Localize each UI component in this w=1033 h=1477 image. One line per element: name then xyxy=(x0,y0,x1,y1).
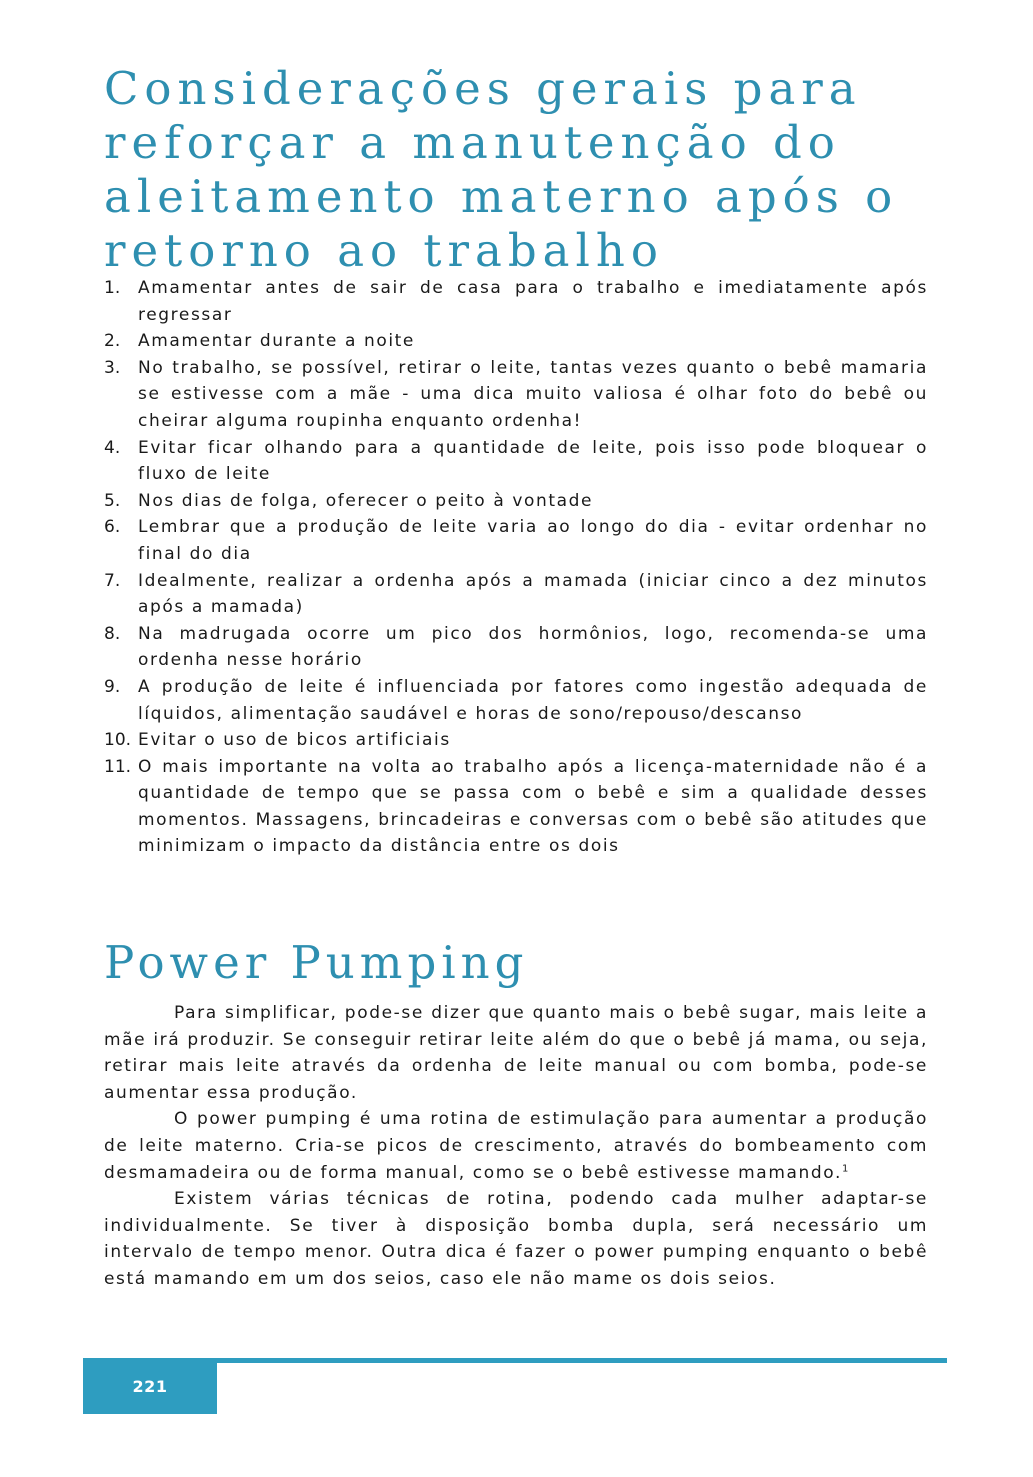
footnote-reference[interactable]: 1 xyxy=(841,1162,850,1174)
recommendations-list xyxy=(104,275,928,860)
list-number: 6. xyxy=(104,517,121,538)
power-pumping-body xyxy=(104,1000,928,1293)
list-item xyxy=(104,275,928,328)
list-item xyxy=(104,514,928,567)
list-text: Idealmente, realizar a ordenha após a mamada (iniciar cinco a dez minutos após a mamada) xyxy=(138,570,928,618)
paragraph xyxy=(104,1106,928,1186)
list-number: 1. xyxy=(104,278,121,298)
list-number: 9. xyxy=(104,676,121,697)
list-item xyxy=(104,435,928,488)
list-item xyxy=(104,355,928,435)
section-heading-power-pumping: Power Pumping xyxy=(104,936,529,989)
list-item xyxy=(104,727,928,754)
paragraph xyxy=(104,1000,928,1106)
list-item xyxy=(104,621,928,674)
list-number: 10. xyxy=(104,730,132,751)
list-number: 5. xyxy=(104,490,121,511)
list-item xyxy=(104,568,928,621)
list-text: Lembrar que a produção de leite varia ao longo do dia - evitar ordenhar no final do dia xyxy=(138,517,928,564)
list-number: 11. xyxy=(104,756,132,777)
paragraph-text: Para simplificar, pode-se dizer que quanto mais o bebê sugar, mais leite a mãe irá produzir. Se conseguir retirar leite além do que o bebê já mama, ou seja, retirar mais leite através da ordenha de leite manual ou com bomba, pode-se aumentar essa produção. xyxy=(104,1003,928,1103)
list-number: 4. xyxy=(104,437,121,458)
list-text: A produção de leite é influenciada por fatores como ingestão adequada de líquidos, alimentação saudável e horas de sono/repouso/descanso xyxy=(138,676,928,724)
list-text: O mais importante na volta ao trabalho após a licença-maternidade não é a quantidade de tempo que se passa com o bebê e sim a qualidade desses momentos. Massagens, brincadeiras e conversas com o bebê são atitudes que minimizam o impacto da distância entre os dois xyxy=(138,756,928,857)
list-item xyxy=(104,754,928,860)
paragraph-text: O power pumping é uma rotina de estimulação para aumentar a produção de leite materno. Cria-se picos de crescimento, através do bombeamento com desmamadeira ou de forma manual, como se o bebê estivesse mamando. xyxy=(104,1109,928,1183)
paragraph xyxy=(104,1186,928,1292)
list-text: No trabalho, se possível, retirar o leite, tantas vezes quanto o bebê mamaria se estivesse com a mãe - uma dica muito valiosa é olhar foto do bebê ou cheirar alguma roupinha enquanto ordenha! xyxy=(138,357,928,431)
list-text: Evitar o uso de bicos artificiais xyxy=(138,730,451,751)
list-text: Na madrugada ocorre um pico dos hormônios, logo, recomenda-se uma ordenha nesse horário xyxy=(138,623,928,671)
list-item xyxy=(104,674,928,727)
page-number: 221 xyxy=(132,1376,168,1396)
list-number: 8. xyxy=(104,623,121,644)
list-number: 2. xyxy=(104,331,121,352)
list-text: Nos dias de folga, oferecer o peito à vontade xyxy=(138,490,594,511)
list-text: Amamentar antes de sair de casa para o trabalho e imediatamente após regressar xyxy=(138,278,928,325)
page-number-badge xyxy=(83,1358,217,1414)
list-number: 7. xyxy=(104,570,121,591)
list-text: Evitar ficar olhando para a quantidade de leite, pois isso pode bloquear o fluxo de leite xyxy=(138,437,928,485)
section-heading-return-to-work: Considerações gerais para reforçar a manutenção do aleitamento materno após o retorno ao trabalho xyxy=(104,62,899,277)
list-item xyxy=(104,488,928,515)
list-item xyxy=(104,328,928,355)
list-text: Amamentar durante a noite xyxy=(138,331,415,352)
list-number: 3. xyxy=(104,357,121,378)
paragraph-text: Existem várias técnicas de rotina, podendo cada mulher adaptar-se individualmente. Se tiver à disposição bomba dupla, será necessário um intervalo de tempo menor. Outra dica é fazer o power pumping enquanto o bebê está mamando em um dos seios, caso ele não mame os dois seios. xyxy=(104,1189,928,1289)
